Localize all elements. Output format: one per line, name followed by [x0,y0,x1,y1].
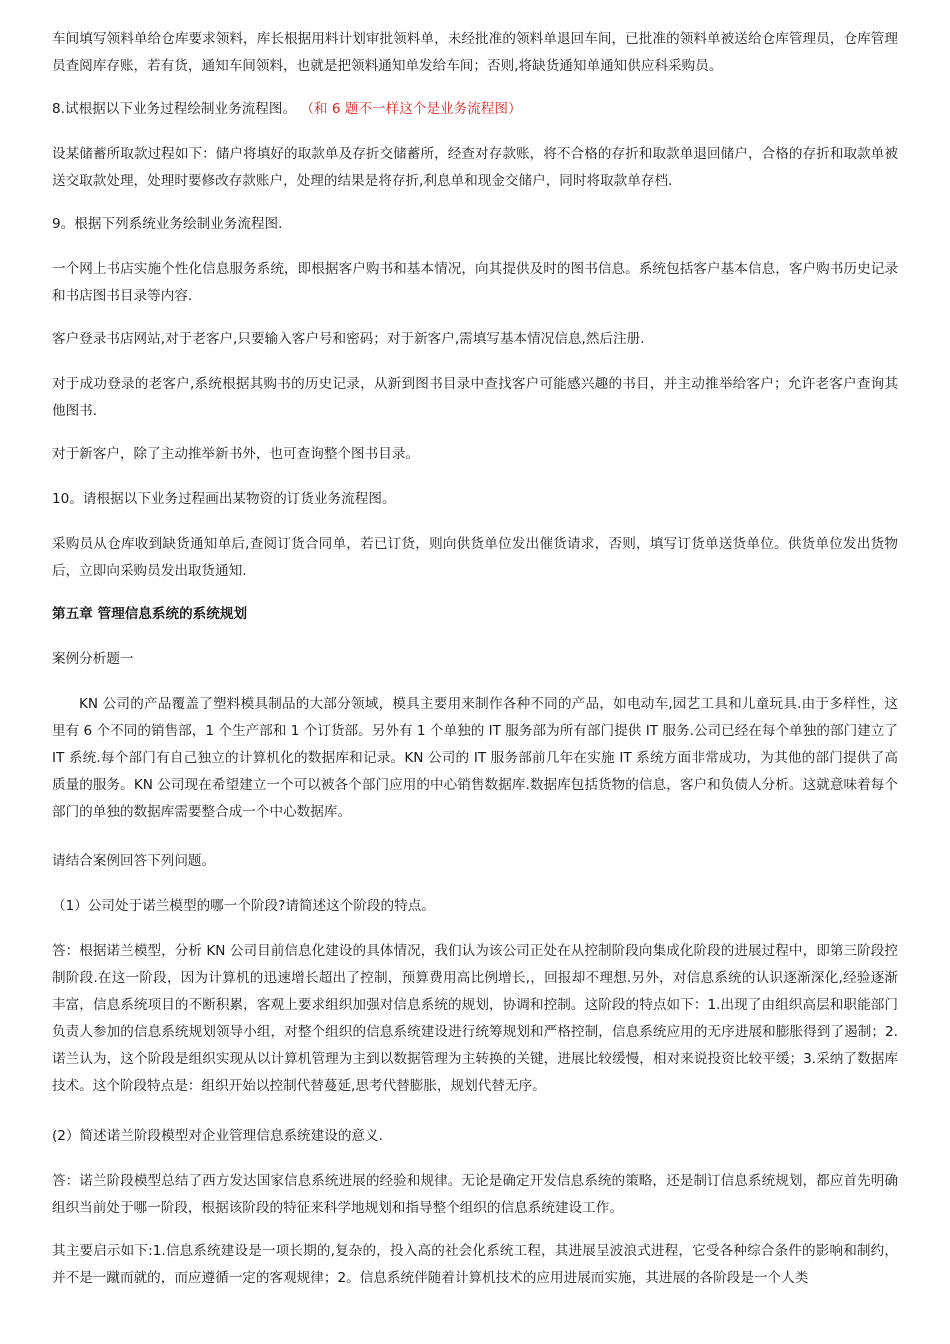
question-8 [52,96,898,123]
chapter-title: 第五章 管理信息系统的系统规划 [52,606,248,622]
paragraph-kn-company-case: KN 公司的产品覆盖了塑料模具制品的大部分领域，模具主要用来制作各种不同的产品，如电动车,园艺工具和儿童玩具.由于多样性，这里有 6 个不同的销售部，1 个生产部和 1 个订货部。另外有 1 个单独的 IT 服务部为所有部门提供 IT 服务.公司已经在每个单独的部门建立了 IT 系统.每个部门有自己独立的计算机化的数据库和记录。KN 公司的 IT 服务部前几年在实施 IT 系统方面非常成功，为其他的部门提供了高质量的服务。KN 公司现在希望建立一个可以被各个部门应用的中心销售数据库.数据库包括货物的信息，客户和负债人分析。这就意味着每个部门的单独的数据库需要整合成一个中心数据库。 [52,696,898,820]
paragraph-customer-login: 客户登录书店网站,对于老客户,只要输入客户号和密码；对于新客户,需填写基本情况信息,然后注册. [52,331,645,347]
paragraph-material-requisition: 车间填写领料单给仓库要求领料，库长根据用料计划审批领料单，未经批准的领料单退回车间，已批准的领料单被送给仓库管理员，仓库管理员查阅库存账，若有货，通知车间领料，也就是把领料通知单发给车间；否则,将缺货通知单通知供应科采购员。 [52,31,898,74]
paragraph-purchasing: 采购员从仓库收到缺货通知单后,查阅订货合同单，若已订货，则向供货单位发出催货请求，否则，填写订货单送货单位。供货单位发出货物后，立即向采购员发出取货通知. [52,536,898,579]
question-2: (2）简述诺兰阶段模型对企业管理信息系统建设的意义. [52,1128,383,1144]
paragraph-returning-customer: 对于成功登录的老客户,系统根据其购书的历史记录，从新到图书目录中查找客户可能感兴趣的书目，并主动推举给客户；允许老客户查询其他图书. [52,376,898,419]
question-9: 9。根据下列系统业务绘制业务流程图. [52,216,283,232]
paragraph-instruction: 请结合案例回答下列问题。 [52,853,216,869]
question-1: （1）公司处于诺兰模型的哪一个阶段?请简述这个阶段的特点。 [52,898,435,914]
paragraph-new-customer: 对于新客户，除了主动推举新书外，也可查询整个图书目录。 [52,446,420,462]
case-title: 案例分析题一 [52,651,134,667]
question-8-note: （和 6 题不一样这个是业务流程图） [300,101,522,117]
answer-2: 答：诺兰阶段模型总结了西方发达国家信息系统进展的经验和规律。无论是确定开发信息系统的策略，还是制订信息系统规划，都应首先明确组织当前处于哪一阶段，根据该阶段的特征来科学地规划和指导整个组织的信息系统建设工作。 [52,1173,898,1216]
paragraph-savings-withdrawal: 设某储蓄所取款过程如下：储户将填好的取款单及存折交储蓄所，经查对存款账，将不合格的存折和取款单退回储户，合格的存折和取款单被送交取款处理，处理时要修改存款账户，处理的结果是将存折,利息单和现金交储户，同时将取款单存档. [52,146,898,189]
question-8-text: 8.试根据以下业务过程绘制业务流程图。 [52,101,301,117]
answer-1: 答：根据诺兰模型，分析 KN 公司目前信息化建设的具体情况，我们认为该公司正处在从控制阶段向集成化阶段的进展过程中，即第三阶段控制阶段.在这一阶段，因为计算机的迅速增长超出了控制，预算费用高比例增长,，回报却不理想.另外，对信息系统的认识逐渐深化,经验逐渐丰富，信息系统项目的不断积累，客观上要求组织加强对信息系统的规划，协调和控制。这阶段的特点如下：1.出现了由组织高层和职能部门负责人参加的信息系统规划领导小组，对整个组织的信息系统建设进行统筹规划和严格控制，信息系统应用的无序进展和膨胀得到了遏制；2.诺兰认为，这个阶段是组织实现从以计算机管理为主到以数据管理为主转换的关键，进展比较缓慢，相对来说投资比较平缓；3.采纳了数据库技术。这个阶段特点是：组织开始以控制代替蔓延,思考代替膨胀，规划代替无序。 [52,943,898,1094]
paragraph-main-insights: 其主要启示如下:1.信息系统建设是一项长期的,复杂的，投入高的社会化系统工程，其进展呈波浪式进程，它受各种综合条件的影响和制约，并不是一蹴而就的，而应遵循一定的客观规律；2。信息系统伴随着计算机技术的应用进展而实施，其进展的各阶段是一个人类 [52,1243,898,1286]
paragraph-online-bookstore: 一个网上书店实施个性化信息服务系统，即根据客户购书和基本情况，向其提供及时的图书信息。系统包括客户基本信息，客户购书历史记录和书店图书目录等内容. [52,261,898,304]
question-10: 10。请根据以下业务过程画出某物资的订货业务流程图。 [52,491,396,507]
